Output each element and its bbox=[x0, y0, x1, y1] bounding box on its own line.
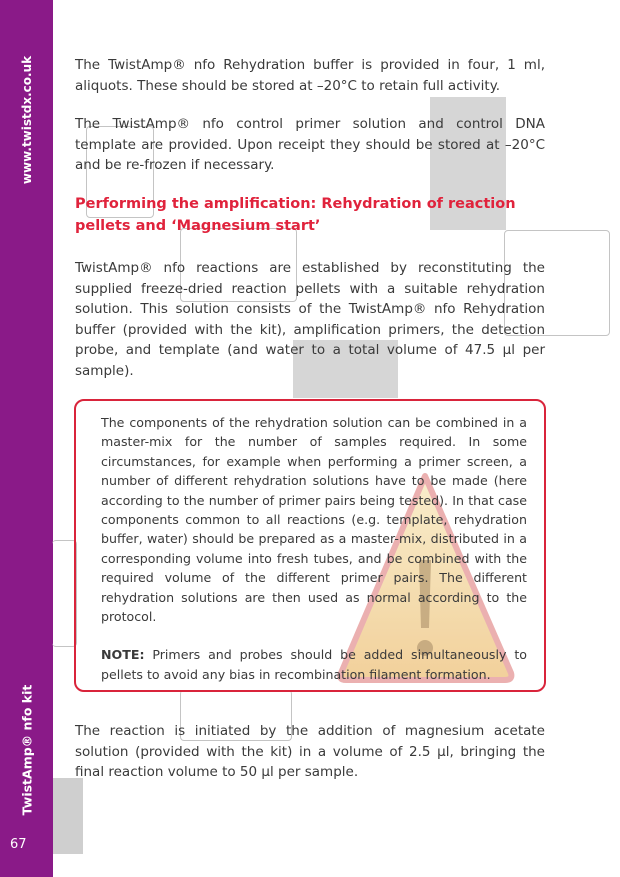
paragraph-text: The reaction is initiated by the addition of magnesium acetate solution (provided with the kit) in a volume of 2.5 µl, bringing the final reaction volume to 50 µl per sample. bbox=[75, 723, 545, 780]
note-label: NOTE: bbox=[101, 647, 145, 663]
gray-tab-decoration bbox=[53, 778, 83, 854]
section-heading: Performing the amplification: Rehydration of reaction pellets and ‘Magnesium start’ bbox=[75, 196, 516, 234]
paragraph-initiation bbox=[75, 721, 545, 783]
paragraph-text: TwistAmp® nfo reactions are established by reconstituting the supplied freeze-dried reaction pellets with a suitable rehydration solution. This solution consists of the TwistAmp® nfo Rehydration buffer (provided with the kit), amplification primers, the detection probe, and template (and water to a total volume of 47.5 µl per sample). bbox=[75, 260, 545, 379]
note-warning-text: Primers and probes should be added simultaneously to pellets to avoid any bias in recombination filament formation. bbox=[101, 647, 527, 682]
note-warning-paragraph bbox=[101, 645, 527, 684]
note-paragraph: The components of the rehydration solution can be combined in a master-mix for the number of samples required. In some circumstances, for example when performing a primer screen, a number of different rehydration solutions have to be made (here according to the number of primer pairs being tested). In that case components common to all reactions (e.g. template, rehydration buffer, water) should be prepared as a master-mix, distributed in a corresponding volume into fresh tubes, and be combined with the required volume of the different primer pairs. The different rehydration solutions are then used as normal according to the protocol. bbox=[101, 415, 527, 625]
paragraph-text: The TwistAmp® nfo control primer solution and control DNA template are provided. Upon receipt they should be stored at –20°C and be re-frozen if necessary. bbox=[75, 116, 545, 173]
sidebar-url-text: www.twistdx.co.uk bbox=[20, 55, 34, 185]
sidebar-kit-name bbox=[17, 680, 37, 820]
sidebar-url bbox=[17, 40, 37, 200]
paragraph-reactions bbox=[75, 258, 545, 381]
sidebar-kit-name-text: TwistAmp® nfo kit bbox=[19, 684, 35, 816]
page-number: 67 bbox=[10, 837, 27, 852]
paragraph-storage-control bbox=[75, 114, 545, 176]
paragraph-storage-buffer bbox=[75, 55, 545, 96]
note-body bbox=[101, 413, 527, 684]
paragraph-text: The TwistAmp® nfo Rehydration buffer is provided in four, 1 ml, aliquots. These should be stored at –20°C to retain full activity. bbox=[75, 57, 545, 94]
